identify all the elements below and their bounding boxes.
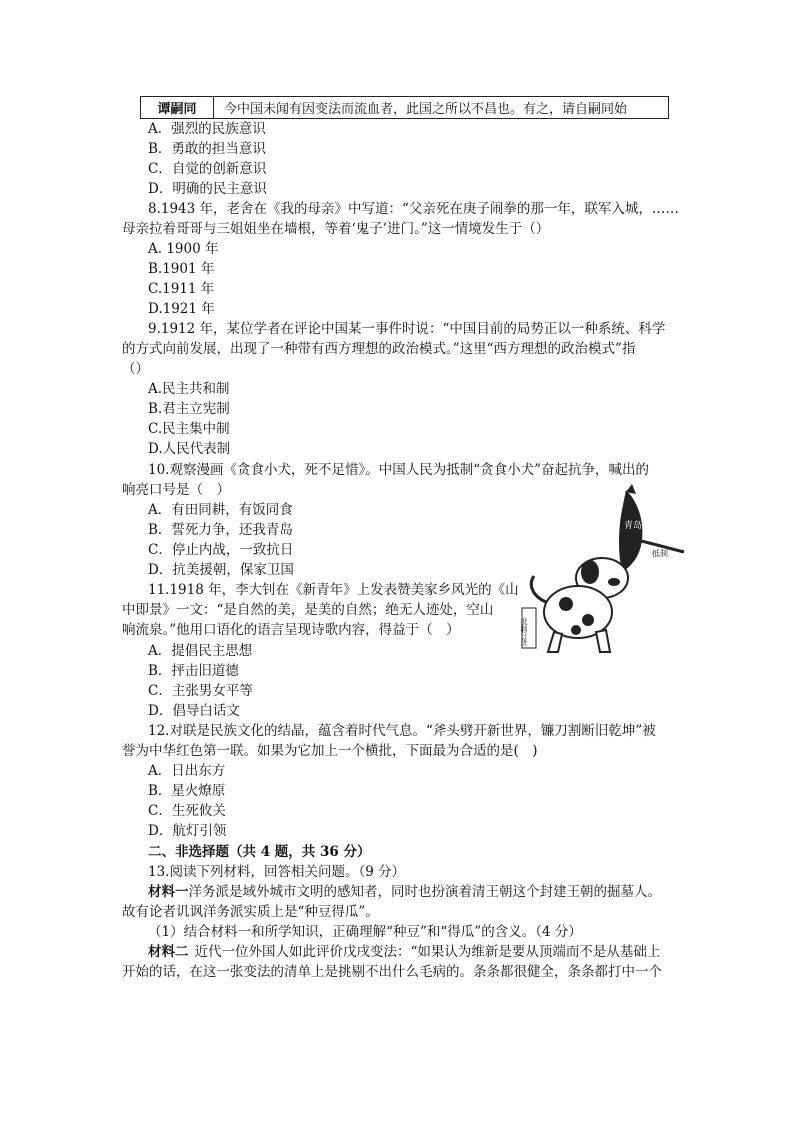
q9-stem-line3: （） [122,361,149,377]
q10-option-d: D．抗美援朝，保家卫国 [148,562,294,578]
cartoon-greedy-dog [518,484,688,654]
q13-subquestion-1: （1）结合材料一和所学知识，正确理解“种豆”和“得瓜”的含义。（4 分） [148,924,582,940]
q9-option-a: A.民主共和制 [148,381,230,397]
dog-leg-front [596,630,610,652]
q7-option-a: A．强烈的民族意识 [148,121,266,137]
dog-spot-2 [582,614,594,626]
q12-stem-line2: 誉为中华红色第一联。如果为它加上一个横批，下面最为合适的是( ) [122,743,538,759]
q7-option-c: C．自觉的创新意识 [148,161,267,177]
q10-option-b: B．誓死力争，还我青岛 [148,522,293,538]
q11-option-a: A．提倡民主思想 [148,643,253,659]
fish-body [619,490,642,572]
q10-option-a: A．有田同耕，有饭同食 [148,502,293,518]
q8-option-b: B.1901 年 [148,261,215,277]
q9-option-b: B.君主立宪制 [148,401,230,417]
q13-stem: 13.阅读下列材料，回答相关问题。（9 分） [148,864,406,880]
q13-material-1-line2: 故有论者讥讽洋务派实质上是“种豆得瓜”。 [122,904,379,920]
q12-option-b: B．星火燎原 [148,783,226,799]
dog-spot [608,578,620,586]
q8-option-a: A. 1900 年 [148,241,219,257]
q10-stem-line2: 响亮口号是（ ） [122,482,230,498]
q13-material-2-line1 [148,942,660,962]
q13-material-1-line1 [148,882,661,902]
quote-author: 谭嗣同 [141,97,214,118]
q12-option-a: A．日出东方 [148,763,226,779]
q9-stem-line1: 9.1912 年，某位学者在评论中国某一事件时说：“中国目前的局势正以一种系统、科学 [148,321,666,337]
q9-option-c: C.民主集中制 [148,421,230,437]
q10-stem-line1: 10.观察漫画《贪食小犬，死不足惜》。中国人民为抵制“贪食小犬”奋起抗争，喊出的 [148,462,650,478]
dog-tail [531,576,546,602]
material-1-text: 洋务派是域外城市文明的感知者，同时也扮演着清王朝这个封建王朝的掘墓人。 [188,884,661,900]
q8-stem-line1: 8.1943 年，老舍在《我的母亲》中写道：“父亲死在庚子闹拳的那一年，联军入城，…… [148,201,679,217]
q12-option-d: D．航灯引领 [148,823,227,839]
dog-spot-3 [571,625,581,635]
q12-option-c: C．生死攸关 [148,803,226,819]
q7-option-b: B．勇敢的担当意识 [148,141,266,157]
material-2-text: 近代一位外国人如此评价戊戌变法：“如果认为维新是要从顶端而不是从基础上 [194,944,661,960]
quote-table [140,96,669,119]
q8-stem-line2: 母亲拉着哥哥与三姐姐坐在墙根，等着‘鬼子’进门。”这一情境发生于（） [122,221,550,237]
q11-option-d: D．倡导白话文 [148,703,240,719]
q8-option-c: C.1911 年 [148,281,215,297]
dog-ear [581,560,599,584]
q13-material-2-line2: 开始的话，在这一张变法的清单上是挑剔不出什么毛病的。条条都很健全，条条都打中一个 [122,964,662,980]
q12-stem-line1: 12.对联是民族文化的结晶，蕴含着时代气息。“斧头劈开新世界，镰刀割断旧乾坤”被 [148,723,656,739]
q7-option-d: D．明确的民主意识 [148,181,267,197]
fish-label: 青岛 [624,521,643,531]
q11-option-c: C．主张男女平等 [148,683,253,699]
q11-stem-line2: 中即景》一文：“是自然的美，是美的自然；绝无人迹处，空山 [122,602,494,618]
q9-option-d: D.人民代表制 [148,441,231,457]
dog-leg-back [548,632,562,652]
q10-option-c: C．停止内战，一致抗日 [148,542,294,558]
material-2-label: 材料二 [148,944,189,960]
dog-spot-1 [559,597,573,611]
q11-option-b: B．抨击旧道德 [148,663,239,679]
boycott-label: 抵制日货 [520,618,528,646]
q11-stem-line1: 11.1918 年，李大钊在《新青年》上发表赞美家乡风光的《山 [148,582,519,598]
q11-stem-line3: 响流泉。”他用口语化的语言呈现诗歌内容，得益于（ ） [122,622,460,638]
material-1-label: 材料一 [148,884,189,900]
section-2-title: 二、非选择题（共 4 题，共 36 分） [148,844,371,860]
quote-text: 今中国未闻有因变法而流血者，此国之所以不昌也。有之，请自嗣同始 [224,102,628,117]
q8-option-d: D.1921 年 [148,301,215,317]
stick-label: 抵制 [652,549,668,558]
q9-stem-line2: 的方式向前发展，出现了一种带有西方理想的政治模式。”这里“西方理想的政治模式”指 [122,341,636,357]
